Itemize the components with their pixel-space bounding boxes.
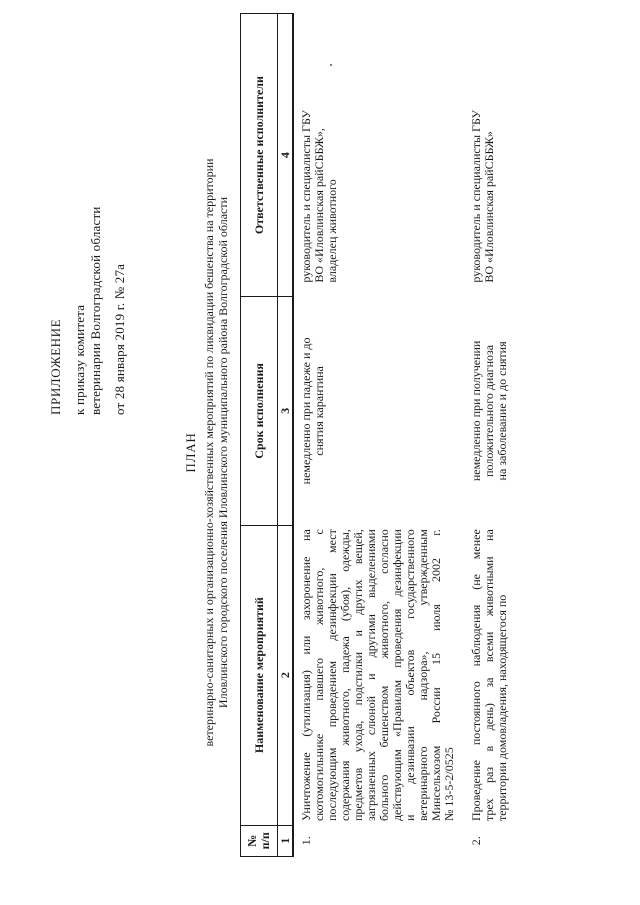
responsible-text-line: ВО «Иловлинская райСББЖ» (482, 131, 496, 283)
measure-text-line: скотомогильнике павшего животного, с (312, 529, 326, 822)
measure-text-line: действующим «Правилам проведения дезинфекции (390, 529, 404, 822)
measure-text (460, 525, 513, 825)
responsible-text (460, 14, 513, 297)
appendix-line: ветеринарии Волгоградской области (88, 206, 103, 415)
measure-text-line: содержания животного, падежа (убоя), одежды, (338, 529, 352, 822)
table-header-row (241, 14, 278, 857)
plan-subtitle-line: ветеринарно-санитарных и организационно-хозяйственных мероприятий по ликвидации бешенства на территории (202, 158, 216, 747)
measure-text-line: предметов ухода, подстилки и других вещей, (351, 529, 365, 822)
measure-text-line: больного бешенством животного, согласно (377, 529, 391, 822)
row-number: 2. (469, 836, 483, 846)
deadline-text-line: немедленно при падеже и до (299, 337, 313, 485)
deadline-text-line: немедленно при получении (469, 340, 483, 482)
measure-text-line: и дезинвазии объектов государственного (403, 529, 417, 822)
column-number: 4 (278, 14, 294, 297)
row-number: 1. (293, 825, 460, 856)
measure-text-line: территории домовладения, находящегося по (495, 594, 509, 822)
plan-title: ПЛАН (183, 432, 198, 473)
responsible-text-line: ВО «Иловлинская райСББЖ», (312, 128, 326, 283)
header-name: Наименование мероприятий (241, 525, 278, 825)
deadline-text (293, 297, 460, 526)
appendix-date: от 28 января 2019 г. № 27а (112, 263, 127, 415)
measure-text-line: последующим проведением дезинфекции мест (325, 529, 339, 822)
measure-text-line: Минсельхозом России 15 июля 2002 г. (429, 529, 443, 822)
measure-text (293, 525, 460, 825)
measure-text-line: Уничтожение (утилизация) или захоронение на (299, 529, 313, 822)
measure-text-line: № 13-5-2/0525 (442, 747, 456, 822)
table-row (460, 14, 513, 857)
deadline-text (460, 297, 513, 526)
responsible-text-line: руководитель и специалисты ГБУ (469, 110, 483, 283)
plan-table (240, 13, 513, 857)
responsible-text (293, 14, 460, 297)
plan-subtitle (202, 0, 230, 905)
measure-text-line: загрязненных слюной и другими выделениями (364, 529, 378, 822)
deadline-text-line: на заболевание и до снятия (495, 341, 509, 481)
column-number: 2 (278, 525, 294, 825)
header-term: Срок исполнения (241, 297, 278, 526)
appendix-block (48, 206, 128, 415)
measure-text-line: трех раз в день) за всеми животными на (482, 529, 496, 822)
measure-text-line: ветеринарного надзора», утвержденным (416, 529, 430, 822)
responsible-text-line: владелец животного (325, 179, 339, 283)
column-number: 1 (278, 825, 294, 856)
table-row (293, 14, 460, 857)
appendix-line: к приказу комитета (72, 304, 87, 415)
header-number: № п/п (241, 825, 278, 856)
deadline-text-line: положительного диагноза (482, 344, 496, 477)
measure-text-line: Проведение постоянного наблюдения (не менее (469, 529, 483, 822)
header-responsible: Ответственные исполнители (241, 14, 278, 297)
table-body (293, 14, 513, 857)
table-column-numbers-row (278, 14, 294, 857)
column-number: 3 (278, 297, 294, 526)
deadline-text-line: снятия карантина (312, 366, 326, 456)
appendix-title: ПРИЛОЖЕНИЕ (48, 318, 63, 415)
responsible-text-line: руководитель и специалисты ГБУ (299, 110, 313, 283)
plan-subtitle-line: Иловлинского городского поселения Иловлинского муниципального района Волгоградской области (216, 196, 230, 709)
